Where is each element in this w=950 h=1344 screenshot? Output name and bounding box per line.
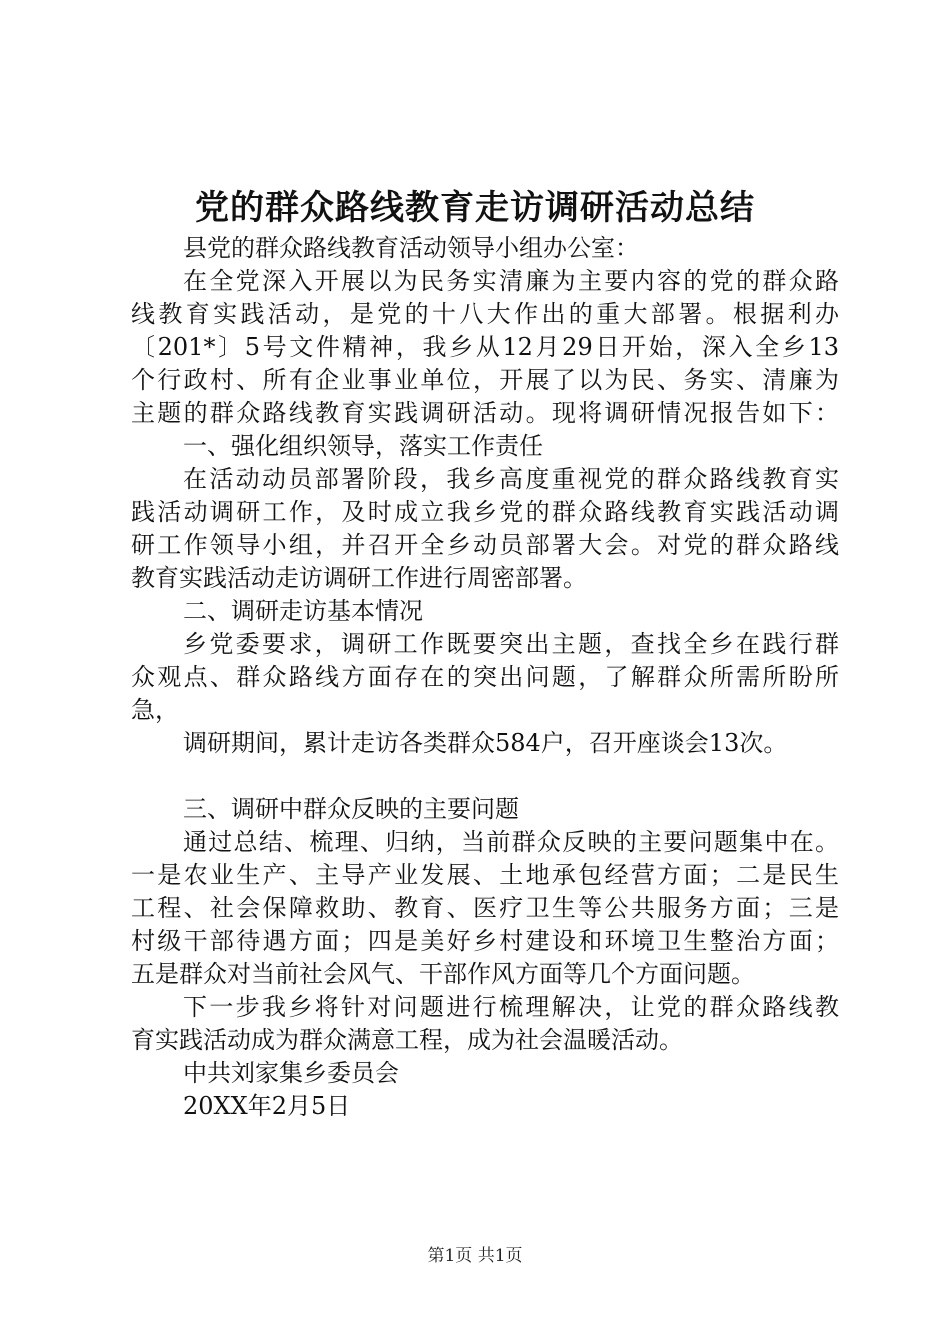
paragraph-line: 急， [131,696,179,724]
paragraph-line: 育实践活动成为群众满意工程，成为社会温暖活动。 [131,1026,683,1054]
document-body [131,232,839,1123]
blank-line [131,760,839,793]
paragraph-line: 线教育实践活动，是党的十八大作出的重大部署。根据利办 [131,300,839,328]
paragraph-line: 众观点、群众路线方面存在的突出问题，了解群众所需所盼所 [131,663,839,691]
document-title: 党的群众路线教育走访调研活动总结 [195,188,755,228]
section-heading-3: 三、调研中群众反映的主要问题 [183,795,519,823]
paragraph-line: 主题的群众路线教育实践调研活动。现将调研情况报告如下： [131,399,839,427]
section-heading-2: 二、调研走访基本情况 [183,597,423,625]
paragraph-line: 通过总结、梳理、归纳，当前群众反映的主要问题集中在。 [183,828,839,856]
paragraph-line: 村级干部待遇方面；四是美好乡村建设和环境卫生整治方面； [131,927,839,955]
signature-org: 中共刘家集乡委员会 [183,1059,399,1087]
paragraph-line: 个行政村、所有企业事业单位，开展了以为民、务实、清廉为 [131,366,839,394]
paragraph-line: 教育实践活动走访调研工作进行周密部署。 [131,564,587,592]
addressee-line: 县党的群众路线教育活动领导小组办公室： [183,234,639,262]
paragraph-line: 研工作领导小组，并召开全乡动员部署大会。对党的群众路线 [131,531,839,559]
paragraph-line: 〔201*〕5号文件精神，我乡从12月29日开始，深入全乡13 [131,333,839,361]
paragraph-line: 一是农业生产、主导产业发展、土地承包经营方面；二是民生 [131,861,839,889]
paragraph-line: 五是群众对当前社会风气、干部作风方面等几个方面问题。 [131,960,755,988]
paragraph-line: 乡党委要求，调研工作既要突出主题，查找全乡在践行群 [183,630,839,658]
signature-date: 20XX年2月5日 [183,1092,351,1120]
paragraph-line: 下一步我乡将针对问题进行梳理解决，让党的群众路线教 [183,993,839,1021]
paragraph-line: 在活动动员部署阶段，我乡高度重视党的群众路线教育实 [183,465,839,493]
paragraph-line: 践活动调研工作，及时成立我乡党的群众路线教育实践活动调 [131,498,839,526]
paragraph-line: 工程、社会保障救助、教育、医疗卫生等公共服务方面；三是 [131,894,839,922]
page-footer: 第1页 共1页 [427,1246,523,1266]
section-heading-1: 一、强化组织领导，落实工作责任 [183,432,543,460]
paragraph-line: 在全党深入开展以为民务实清廉为主要内容的党的群众路 [183,267,839,295]
paragraph-line: 调研期间，累计走访各类群众584户，召开座谈会13次。 [183,729,788,757]
